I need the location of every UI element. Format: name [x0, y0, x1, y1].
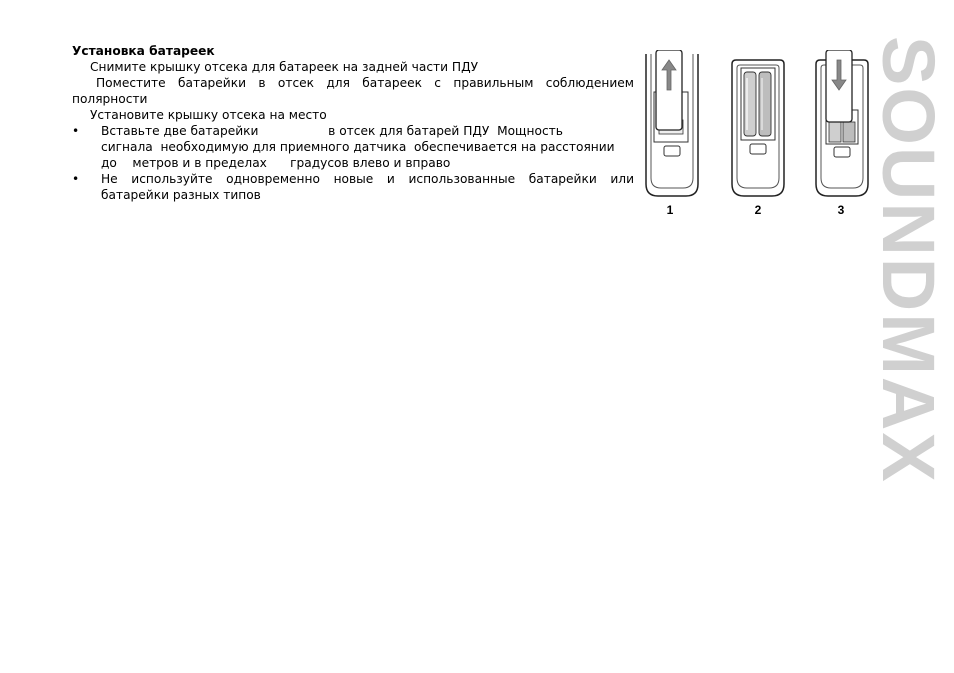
remote-back-cover-on-icon [642, 50, 702, 198]
remote-cover-closing-icon [812, 50, 872, 198]
brand-logo [867, 36, 950, 616]
remote-figure-3 [812, 50, 872, 202]
bullet-line: Не используйте одновременно новые и использованные батарейки или [101, 172, 634, 186]
step-insert-batteries: Поместите батарейки в отсек для батареек с правильным соблюдением полярности [72, 76, 634, 106]
remote-batteries-inserted-icon [728, 50, 788, 198]
step-replace-cover: Установите крышку отсека на место [90, 108, 327, 122]
bullet-item-warning [72, 171, 634, 203]
bullet-icon: • [72, 124, 80, 138]
bullet-line: сигнала необходимую для приемного датчика обеспечивается на расстоянии [101, 140, 615, 154]
remote-figure-2 [728, 50, 788, 202]
figure-label-3: 3 [837, 203, 845, 217]
bullet-icon: • [72, 172, 80, 186]
step-remove-cover: Снимите крышку отсека для батареек на задней части ПДУ [90, 60, 479, 74]
figure-label-1: 1 [666, 203, 674, 217]
bullet-line: Вставьте две батарейки в отсек для батарей ПДУ Мощность [101, 124, 563, 138]
bullet-item-insert [72, 123, 634, 171]
remote-figure-1 [642, 50, 702, 202]
instruction-text [72, 43, 634, 203]
bullet-line: батарейки разных типов [101, 188, 261, 202]
brand-logo-text: SOUNDMAX [867, 36, 950, 484]
section-heading: Установка батареек [72, 44, 215, 58]
bullet-line: до метров и в пределах градусов влево и вправо [101, 156, 451, 170]
figure-label-2: 2 [754, 203, 762, 217]
